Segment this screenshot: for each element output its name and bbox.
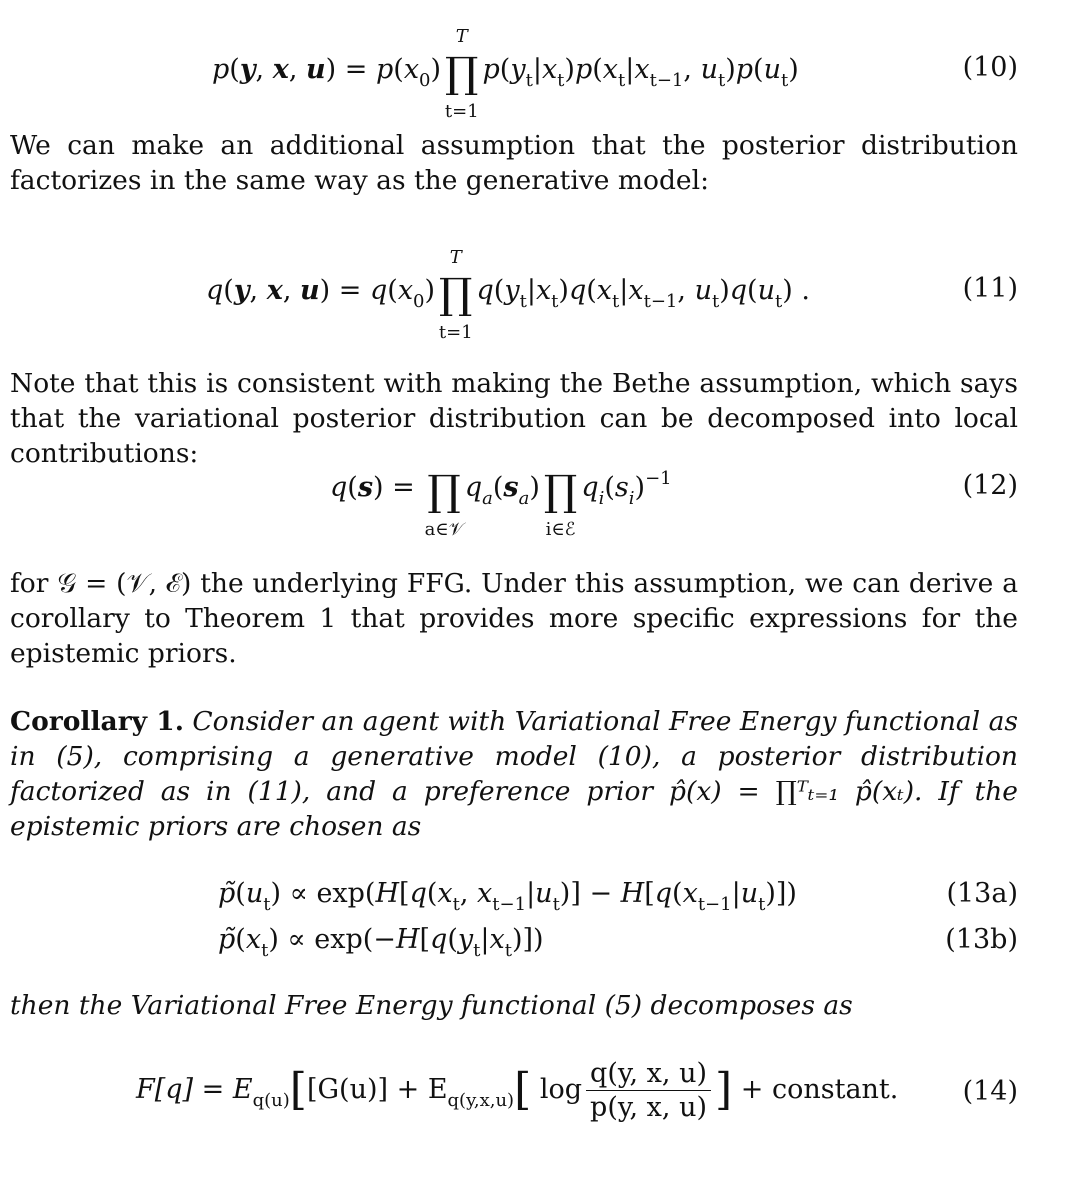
equation-12-body: q(s) = ∏ a∈𝒱 $q_a(s_a)\prod$ i∈ℰ $q_i(s_i)^{-1}$ xyxy=(330,466,672,540)
fraction: $\frac{q(y, x, u)}{p(y, x, u)}$ xyxy=(586,1058,711,1123)
equation-14-body: $F[q] = E_{q(u)}[[G(u)] + E_{q(y,x,u)}$[ log $\frac{q(y, x, u)}{p(y, x, u)}$ ] + constant. xyxy=(136,1058,899,1123)
corollary-1 xyxy=(10,704,1018,844)
equation-number: (11) xyxy=(962,273,1018,304)
equation-number: (12) xyxy=(962,470,1018,501)
equation-number: (13a) xyxy=(946,878,1018,909)
equation-number: (10) xyxy=(962,52,1018,83)
paragraph-decomposition: then the Variational Free Energy functional (5) decomposes as xyxy=(10,990,853,1021)
corollary-heading: Corollary 1. xyxy=(10,706,184,737)
equation-13a-body: $p̃(u_t) \propto \exp(H[q(x_t$, $x_{t-1}|u_t)] - H[q(x_{t-1}|u_t)]$) xyxy=(218,878,797,915)
product-operator: T ∏ t=1 xyxy=(438,247,473,343)
equation-13b-body: $p̃(x_t) \propto \exp(-H[q(y_t|x_t)])$ xyxy=(218,924,544,961)
paragraph-ffg: for 𝒢 = (𝒱, ℰ) the underlying FFG. Under this assumption, we can derive a corollary to Theorem 1 that provides more specific expressions for the epistemic priors. xyxy=(10,568,1018,669)
equation-number: (13b) xyxy=(945,924,1018,955)
corollary-statement: Consider an agent with Variational Free Energy functional as in (5), comprising a generative model (10), a posterior distribution factorized as in (11), and a preference prior p̂(x) = ∏ᵀₜ₌₁ p̂(xₜ). If the epistemic priors are chosen as xyxy=(10,706,1018,842)
product-operator: ∏ a∈𝒱 xyxy=(424,466,464,540)
paragraph-posterior-factorization: We can make an additional assumption that the posterior distribution factorizes in the same way as the generative model: xyxy=(10,130,1018,196)
paragraph-bethe-assumption: Note that this is consistent with making the Bethe assumption, which says that the variational posterior distribution can be decomposed into local contributions: xyxy=(10,368,1018,469)
equation-10-body: p(y, x, $u) = p(x_0)$ T ∏ t=1 $p(y_t|x_t)p(x_t|x_{t-1}$, $u_t)p(u_t)$ xyxy=(212,26,799,122)
equation-number: (14) xyxy=(962,1076,1018,1107)
product-operator: ∏ i∈ℰ xyxy=(543,466,578,540)
product-operator: T ∏ t=1 xyxy=(444,26,479,122)
equation-11-body: q(y, x, $u) = q(x_0)$ T ∏ t=1 $q(y_t|x_t)q(x_t|x_{t-1}$, $u_t)q(u_t)$ . xyxy=(206,247,810,343)
